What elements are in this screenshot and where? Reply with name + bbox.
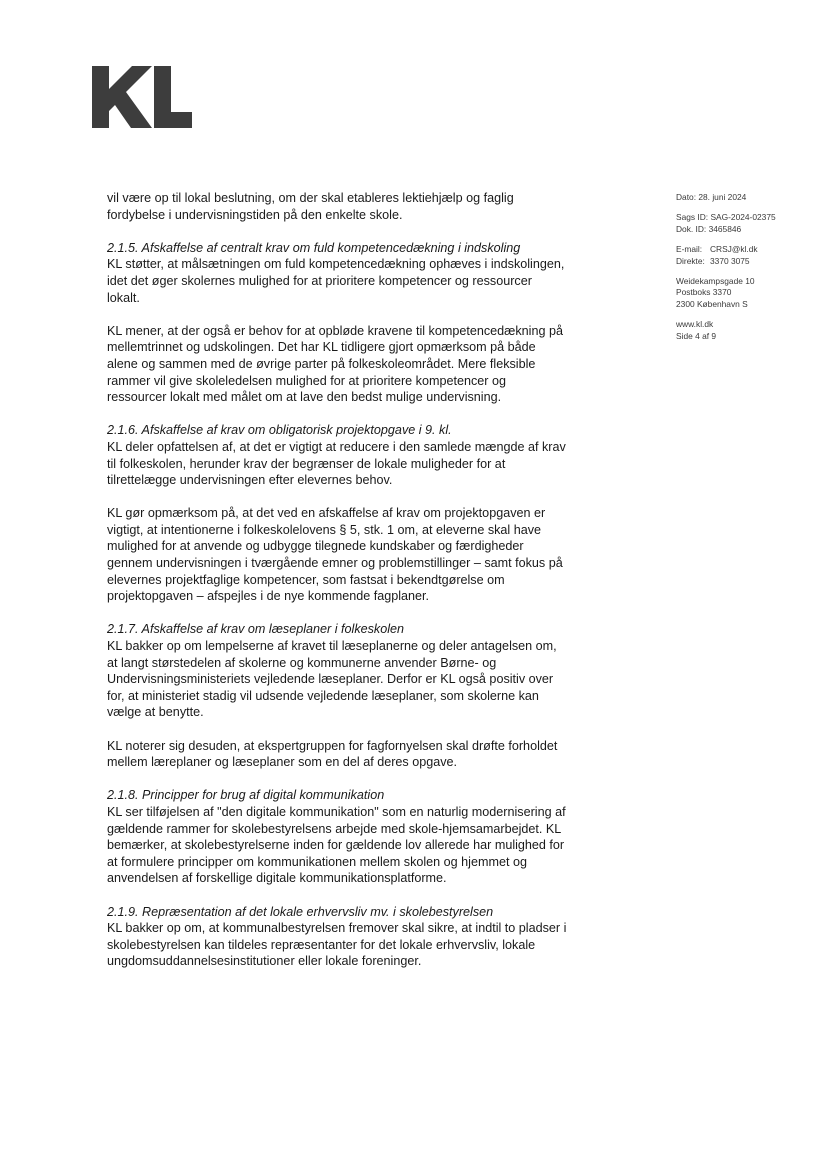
section-2-1-7 [107,621,567,721]
section-paragraph: KL ser tilføjelsen af "den digitale kommunikation" som en naturlig modernisering af gældende rammer for skolebestyrelsens arbejde med skole-hjemsamarbejdet. KL bemærker, at skolebestyrelserne inden for gældende lov allerede har mulighed for at formulere principper om kommunikationen mellem skolen og hjemmet og anvendelsen af forskellige digitale kommunikationsplatforme. [107,804,566,886]
section-paragraph: KL gør opmærksom på, at det ved en afskaffelse af krav om projektopgaven er vigtigt, at intentionerne i folkeskolelovens § 5, stk. 1 om, at eleverne skal have mulighed for at anvende og udbygge tilegnede kundskaber og færdigheder gennem undervisningen i tværgående emner og problemstillinger – samt fokus på elevernes projektfaglige kompetencer, som fastsat i bekendtgørelse om projektopgaven – afspejles i de nye kommende fagplaner. [107,506,563,604]
meta-page-number: Side 4 af 9 [676,330,717,341]
section-heading: 2.1.7. Afskaffelse af krav om læseplaner i folkeskolen [107,622,405,637]
section-heading: 2.1.9. Repræsentation af det lokale erhvervsliv mv. i skolebestyrelsen [107,904,494,919]
section-2-1-6 [107,422,567,488]
meta-phone-value: 3370 3075 [710,255,750,266]
meta-phone-label: Direkte: [676,255,705,266]
meta-email-label: E-mail: [676,244,703,255]
meta-address-line: 2300 København S [676,298,748,309]
meta-email-value[interactable]: CRSJ@kl.dk [710,244,758,255]
section-paragraph: KL noterer sig desuden, at ekspertgruppen for fagfornyelsen skal drøfte forholdet mellem læreplaner og læseplaner som en del af deres opgave. [107,738,558,770]
meta-doc-id: Dok. ID: 3465846 [676,223,742,234]
section-heading: 2.1.5. Afskaffelse af centralt krav om fuld kompetencedækning i indskoling [107,240,521,255]
section-paragraph: KL støtter, at målsætningen om fuld kompetencedækning ophæves i indskolingen, idet det øger skolernes mulighed for at prioritere kompetencer og ressourcer lokalt. [107,257,565,305]
meta-address-line: Postboks 3370 [676,287,732,298]
section-2-1-9 [107,904,567,970]
meta-email [676,244,816,255]
kl-logo-mark [92,66,192,128]
meta-date: Dato: 28. juni 2024 [676,192,747,202]
document-metadata [676,192,816,351]
section-paragraph: KL deler opfattelsen af, at det er vigtigt at reducere i den samlede mængde af krav til folkeskolen, herunder krav der begrænser de lokale muligheder for at tilrettelægge undervisningen efter elevernes behov. [107,439,566,488]
meta-phone [676,256,816,267]
section-heading: 2.1.6. Afskaffelse af krav om obligatorisk projektopgave i 9. kl. [107,423,452,438]
section-paragraph: KL mener, at der også er behov for at opbløde kravene til kompetencedækning på mellemtrinnet og udskolingen. Det har KL tidligere gjort opmærksom på både alene og sammen med de øvrige parter på folkeskoleområdet. Mere fleksible rammer vil give skoleledelsen mulighed for at prioritere kompetencer og ressourcer lokalt med målet om at lave den bedst mulige undervisning. [107,323,563,405]
kl-logo [92,66,192,128]
intro-paragraph: vil være op til lokal beslutning, om der skal etableres lektiehjælp og faglig fordybelse i undervisningstiden på den enkelte skole. [107,191,514,222]
meta-website[interactable]: www.kl.dk [676,319,714,330]
section-heading: 2.1.8. Principper for brug af digital kommunikation [107,788,385,803]
section-2-1-5 [107,240,567,306]
meta-case-id: Sags ID: SAG-2024-02375 [676,212,776,223]
meta-address-line: Weidekampsgade 10 [676,276,755,287]
section-paragraph: KL bakker op om lempelserne af kravet til læseplanerne og deler antagelsen om, at langt størstedelen af skolerne og kommunerne anvender Børne- og Undervisningsministeriets vejledende læseplaner. Derfor er KL også positiv over for, at ministeriet stadig vil udsende vejledende læseplaner, som skolerne kan vælge at benytte. [107,639,557,720]
section-paragraph: KL bakker op om, at kommunalbestyrelsen fremover skal sikre, at indtil to pladser i skolebestyrelsen kan tildeles repræsentanter for det lokale erhvervsliv, lokale ungdomsuddannelsesinstitutioner eller lokale foreninger. [107,921,567,969]
section-2-1-8 [107,787,567,887]
document-body [107,190,567,987]
